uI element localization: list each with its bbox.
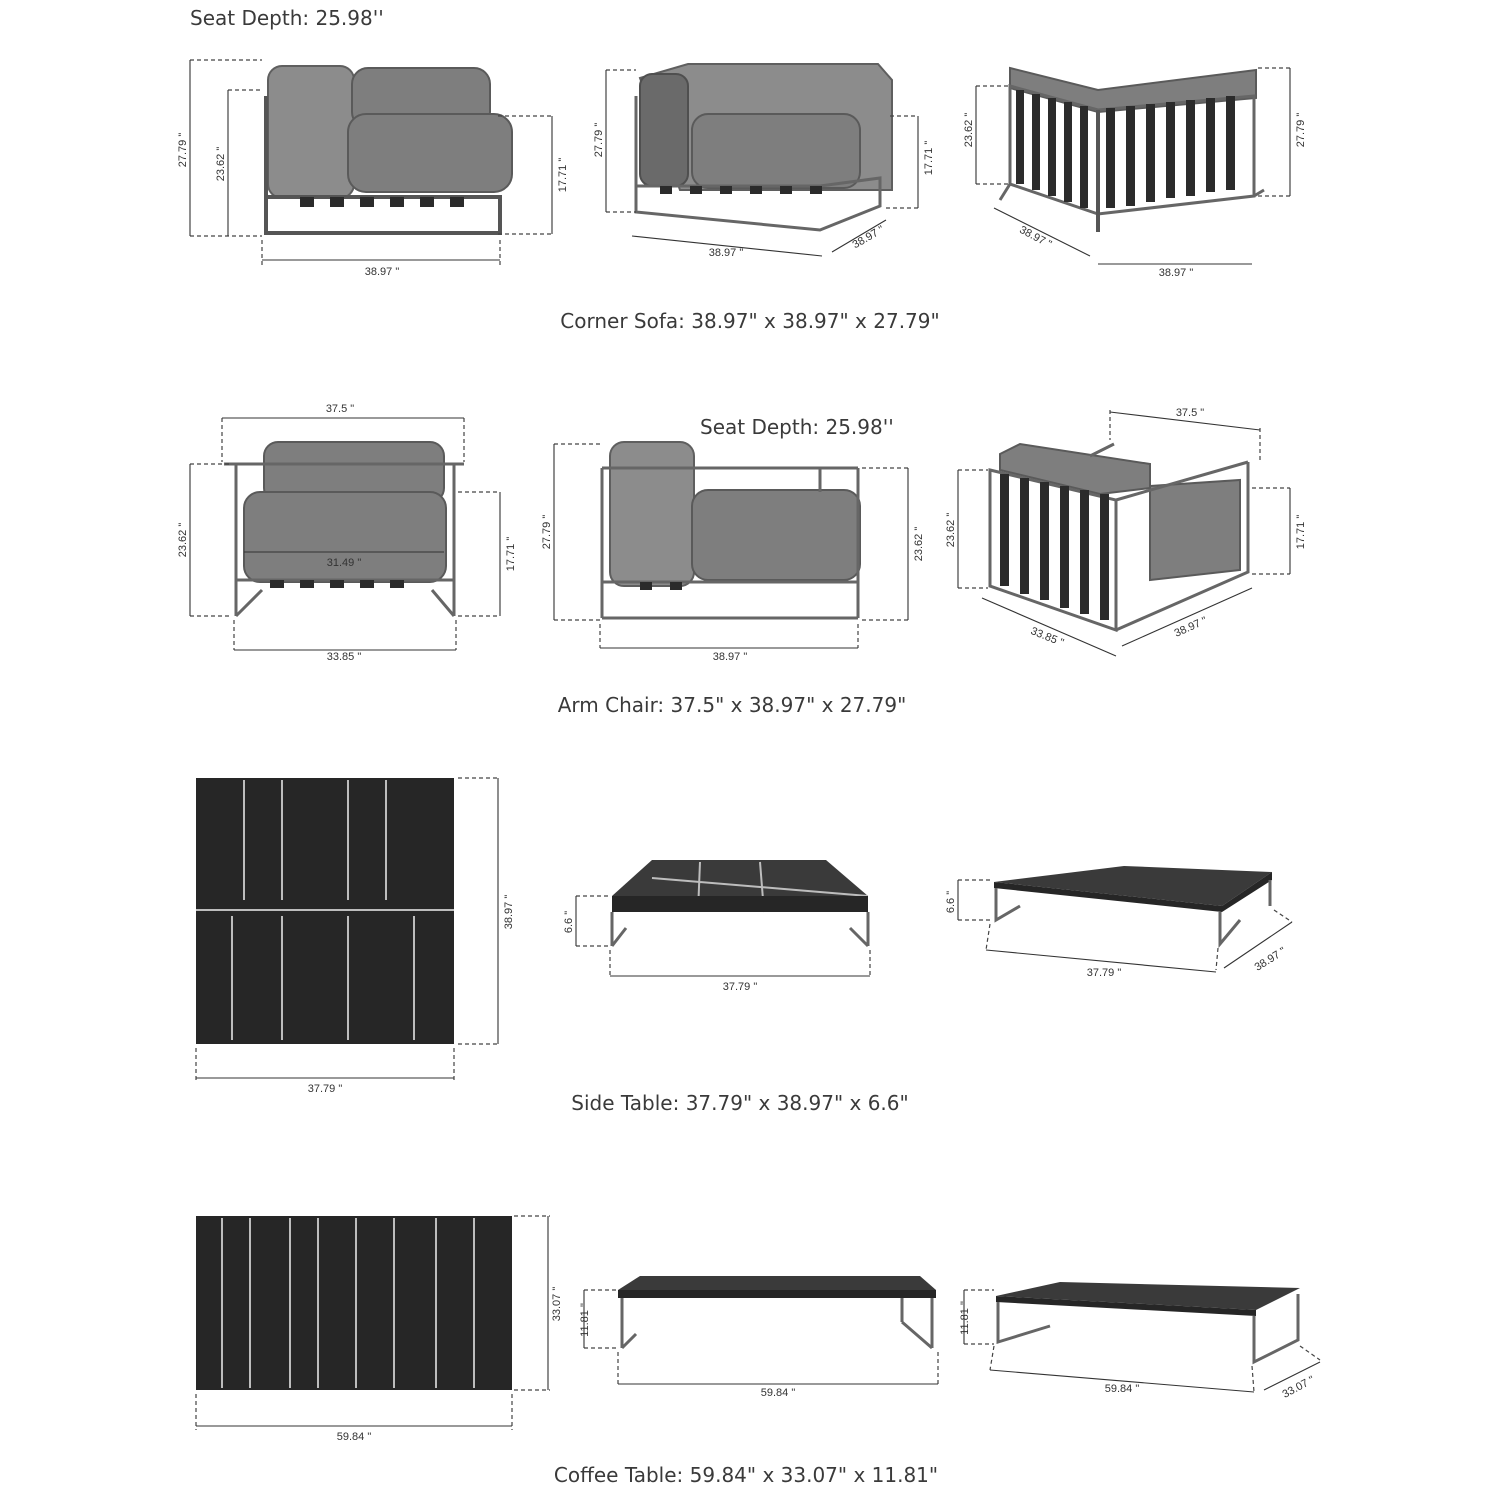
sofa-side-back-cushion	[268, 66, 354, 198]
coffee-table-front-top	[618, 1276, 936, 1290]
arm-chair-caption: Arm Chair: 37.5" x 38.97" x 27.79"	[557, 693, 907, 717]
coffee-table-top-view	[196, 1216, 563, 1443]
coffee-table-front-height-label: 11.81 "	[579, 1303, 591, 1337]
chair-front-height-label: 23.62 "	[177, 522, 189, 558]
sofa-side-height-label: 27.79 "	[177, 132, 189, 168]
sofa-back-width-label: 38.97 "	[1158, 267, 1194, 279]
corner-sofa-front-view	[593, 64, 935, 259]
sofa-side-seat-cushion	[348, 114, 512, 192]
sofa-back-depth-label: 38.97 "	[1017, 223, 1054, 251]
chair-back-height-label: 23.62 "	[945, 512, 957, 548]
side-table-section	[196, 778, 1292, 1115]
corner-sofa-seat-depth: Seat Depth: 25.98''	[190, 6, 384, 30]
coffee-table-top-depth-label: 33.07 "	[551, 1286, 563, 1322]
chair-back-base-width-label: 33.85 "	[1028, 625, 1066, 650]
chair-side-width-label: 38.97 "	[712, 651, 748, 663]
chair-back-top-width-label: 37.5 "	[1175, 407, 1205, 419]
chair-side-arm-height-label: 23.62 "	[913, 526, 925, 562]
coffee-table-top-width-label: 59.84 "	[336, 1431, 372, 1443]
coffee-table-angled-view	[959, 1282, 1320, 1401]
corner-sofa-caption: Corner Sofa: 38.97" x 38.97" x 27.79"	[560, 309, 940, 333]
coffee-table-front-view	[579, 1276, 938, 1399]
side-table-front-legs	[612, 912, 868, 946]
sofa-back-back-height-label: 23.62 "	[963, 112, 975, 148]
coffee-table-front-dimension-lines	[584, 1290, 938, 1384]
side-table-caption: Side Table: 37.79" x 38.97" x 6.6"	[571, 1091, 909, 1115]
arm-chair-back-view	[945, 407, 1307, 656]
sofa-back-straps-right	[1106, 96, 1235, 208]
arm-chair-side-view	[541, 415, 925, 663]
coffee-table-section	[196, 1216, 1320, 1487]
arm-chair-front-view	[177, 403, 517, 663]
chair-side-height-label: 27.79 "	[541, 514, 553, 550]
chair-back-depth-label: 38.97 "	[1172, 614, 1209, 640]
side-table-front-height-label: 6.6 "	[563, 910, 575, 934]
corner-sofa-section	[177, 6, 1307, 333]
chair-back-seat-height-label: 17.71 "	[1295, 514, 1307, 550]
chair-front-seat-height-label: 17.71 "	[505, 536, 517, 572]
side-table-angled-depth-label: 38.97 "	[1252, 945, 1289, 974]
side-table-front-width-label: 37.79 "	[722, 981, 758, 993]
coffee-table-front-legs	[622, 1298, 932, 1348]
coffee-table-front-width-label: 59.84 "	[760, 1387, 796, 1399]
sofa-front-width-label: 38.97 "	[708, 247, 744, 259]
coffee-table-top-surface	[196, 1216, 512, 1390]
chair-front-top-width-label: 37.5 "	[325, 403, 355, 415]
chair-side-seat-depth: Seat Depth: 25.98''	[700, 415, 894, 439]
corner-sofa-side-view	[177, 60, 569, 278]
chair-back-seat-cushion	[1150, 480, 1240, 580]
arm-chair-section	[177, 403, 1307, 717]
sofa-side-seat-height-label: 17.71 "	[557, 157, 569, 193]
coffee-table-angled-height-label: 11.81 "	[959, 1301, 971, 1335]
corner-sofa-back-view	[963, 68, 1307, 279]
side-table-top-view	[196, 778, 515, 1095]
side-table-top-depth-label: 38.97 "	[503, 894, 515, 930]
coffee-table-front-extension-lines	[584, 1290, 938, 1386]
sofa-front-seat-cushion	[692, 114, 860, 188]
coffee-table-angled-depth-label: 33.07 "	[1280, 1373, 1317, 1401]
side-table-top-width-label: 37.79 "	[307, 1083, 343, 1095]
sofa-side-back-height-label: 23.62 "	[215, 146, 227, 182]
coffee-table-front-apron	[618, 1290, 936, 1298]
sofa-front-depth-label: 38.97 "	[850, 223, 887, 252]
side-table-angled-width-label: 37.79 "	[1086, 967, 1122, 979]
chair-front-seat-width-label: 31.49 "	[326, 557, 362, 569]
side-table-angled-view	[945, 866, 1292, 979]
chair-side-seat-cushion	[692, 490, 860, 580]
side-table-front-top	[612, 860, 868, 896]
side-table-front-view	[563, 860, 870, 993]
sofa-front-left-cushion	[640, 74, 688, 186]
sofa-side-width-label: 38.97 "	[364, 266, 400, 278]
sofa-front-seat-height-label: 17.71 "	[923, 140, 935, 176]
sofa-front-height-label: 27.79 "	[593, 122, 605, 158]
coffee-table-angled-width-label: 59.84 "	[1104, 1383, 1140, 1395]
chair-side-back-cushion	[610, 442, 694, 586]
coffee-table-caption: Coffee Table: 59.84" x 33.07" x 11.81"	[553, 1463, 939, 1487]
side-table-angled-height-label: 6.6 "	[945, 890, 957, 914]
chair-front-base-width-label: 33.85 "	[326, 651, 362, 663]
side-table-front-apron	[612, 896, 868, 912]
sofa-back-height-label: 27.79 "	[1295, 112, 1307, 148]
